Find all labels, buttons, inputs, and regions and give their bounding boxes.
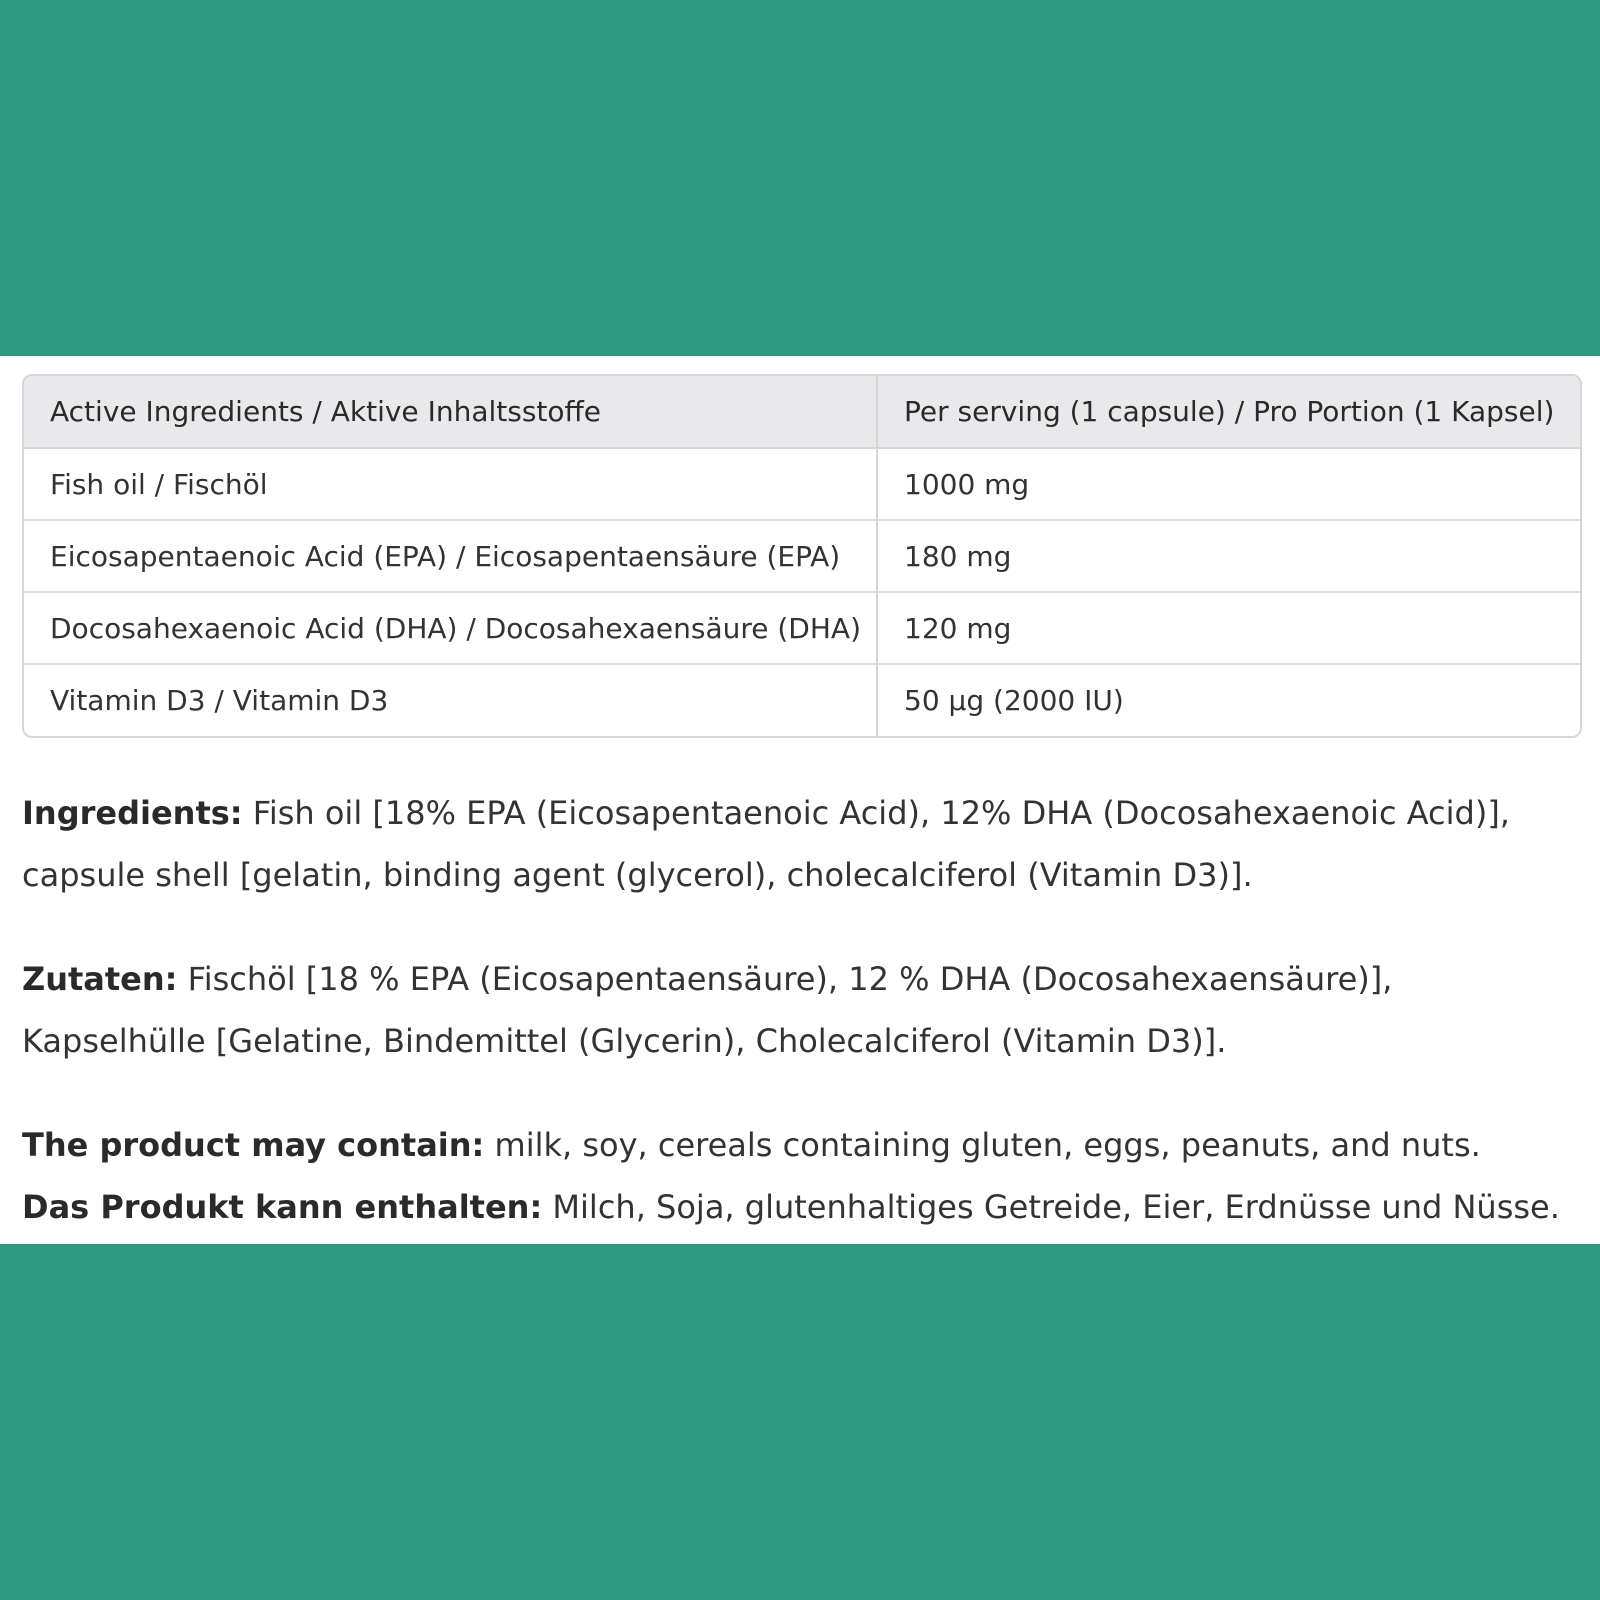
table-row xyxy=(24,592,1580,664)
table-row xyxy=(24,664,1580,736)
content-panel xyxy=(0,356,1600,1244)
bottom-color-band xyxy=(0,1244,1600,1600)
ingredient-cell: Vitamin D3 / Vitamin D3 xyxy=(24,664,877,736)
amount-cell: 1000 mg xyxy=(904,467,1030,501)
table-row xyxy=(24,448,1580,520)
top-color-band xyxy=(0,0,1600,356)
ingredients-german-label: Zutaten: xyxy=(22,960,178,998)
table-row xyxy=(24,520,1580,592)
header-per-serving: Per serving (1 capsule) / Pro Portion (1 Kapsel) xyxy=(877,376,1580,448)
allergens-german-label: Das Produkt kann enthalten: xyxy=(22,1188,543,1226)
ingredients-english xyxy=(22,782,1582,906)
allergens-german xyxy=(22,1176,1582,1238)
allergens-english-label: The product may contain: xyxy=(22,1126,485,1164)
ingredients-german-text: Fischöl [18 % EPA (Eicosapentaensäure), 12 % DHA (Docosahexaensäure)], Kapselhülle [Gelatine, Bindemittel (Glycerin), Cholecalciferol (Vitamin D3)]. xyxy=(22,960,1393,1060)
header-ingredients: Active Ingredients / Aktive Inhaltsstoffe xyxy=(24,376,877,448)
amount-cell: 180 mg xyxy=(877,520,1580,592)
amount-cell: 50 µg (2000 IU) xyxy=(877,664,1580,736)
ingredients-english-text: Fish oil [18% EPA (Eicosapentaenoic Acid), 12% DHA (Docosahexaenoic Acid)], capsule shell [gelatin, binding agent (glycerol), cholecalciferol (Vitamin D3)]. xyxy=(22,794,1510,894)
table-header-row xyxy=(24,376,1580,448)
ingredients-english-label: Ingredients: xyxy=(22,794,243,832)
ingredients-german xyxy=(22,948,1582,1072)
amount-cell: 120 mg xyxy=(877,592,1580,664)
allergens-german-text: Milch, Soja, glutenhaltiges Getreide, Eier, Erdnüsse und Nüsse. xyxy=(542,1188,1560,1226)
allergen-notice xyxy=(22,1114,1582,1238)
ingredient-cell: Docosahexaenoic Acid (DHA) / Docosahexaensäure (DHA) xyxy=(24,592,877,664)
ingredient-cell: Fish oil / Fischöl xyxy=(24,448,877,520)
ingredient-cell: Eicosapentaenoic Acid (EPA) / Eicosapentaensäure (EPA) xyxy=(24,520,877,592)
allergens-english xyxy=(22,1114,1582,1176)
ingredients-table xyxy=(22,374,1582,738)
allergens-english-text: milk, soy, cereals containing gluten, eggs, peanuts, and nuts. xyxy=(484,1126,1481,1164)
